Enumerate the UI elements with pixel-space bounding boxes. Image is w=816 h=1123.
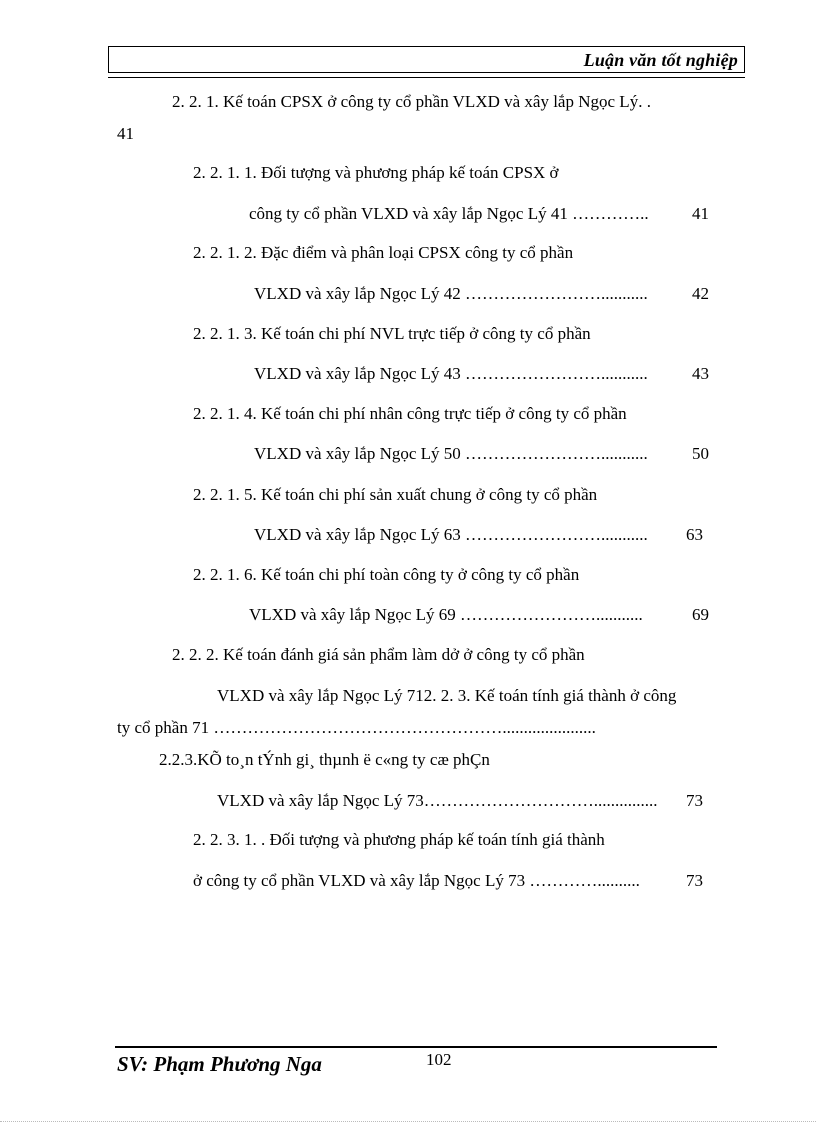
- toc-page-number: 43: [692, 364, 709, 383]
- toc-line: 2. 2. 1. Kế toán CPSX ở công ty cổ phần VLXD và xây lắp Ngọc Lý. .: [172, 92, 651, 111]
- toc-line: ty cổ phần 71 ……………………………………………......................: [117, 718, 596, 737]
- toc-line: 2. 2. 3. 1. . Đối tượng và phương pháp kế toán tính giá thành: [193, 830, 605, 849]
- toc-line: 2. 2. 2. Kế toán đánh giá sản phẩm làm dở ở công ty cổ phần: [172, 645, 585, 664]
- toc-page-number: 42: [692, 284, 709, 303]
- toc-line: công ty cổ phần VLXD và xây lắp Ngọc Lý 41 …………..: [249, 204, 649, 223]
- toc-line: 2. 2. 1. 6. Kế toán chi phí toàn công ty ở công ty cổ phần: [193, 565, 580, 584]
- toc-page-number: 69: [692, 605, 709, 624]
- toc-page-number: 73: [686, 871, 703, 890]
- toc-line: VLXD và xây lắp Ngọc Lý 42 ……………………...........: [254, 284, 648, 303]
- toc-page-number: 41: [692, 204, 709, 223]
- toc-line: 2.2.3.KÕ to¸n tÝnh gi¸ thµnh ë c«ng ty cæ phÇn: [159, 750, 490, 769]
- page-edge: [0, 1121, 816, 1122]
- toc-line: VLXD và xây lắp Ngọc Lý 63 ……………………...........: [254, 525, 648, 544]
- toc-line: 41: [117, 124, 134, 143]
- toc-line: VLXD và xây lắp Ngọc Lý 69 ……………………...........: [249, 605, 643, 624]
- footer-rule: [115, 1046, 717, 1048]
- toc-line: 2. 2. 1. 4. Kế toán chi phí nhân công trực tiếp ở công ty cổ phần: [193, 404, 627, 423]
- toc-line: 2. 2. 1. 2. Đặc điểm và phân loại CPSX công ty cổ phần: [193, 243, 574, 262]
- toc-line: 2. 2. 1. 3. Kế toán chi phí NVL trực tiếp ở công ty cổ phần: [193, 324, 591, 343]
- page-number: 102: [426, 1050, 452, 1069]
- header-title: Luận văn tốt nghiệp: [583, 50, 738, 70]
- toc-page-number: 63: [686, 525, 703, 544]
- toc-line: VLXD và xây lắp Ngọc Lý 50 ……………………...........: [254, 444, 648, 463]
- toc-line: 2. 2. 1. 1. Đối tượng và phương pháp kế toán CPSX ở: [193, 163, 559, 182]
- toc-page-number: 50: [692, 444, 709, 463]
- toc-line: VLXD và xây lắp Ngọc Lý 43 ……………………...........: [254, 364, 648, 383]
- header-rule: [108, 77, 745, 78]
- footer-student-name: SV: Phạm Phương Nga: [117, 1052, 322, 1076]
- toc-line: VLXD và xây lắp Ngọc Lý 73…………………………...............: [217, 791, 658, 810]
- toc-line: VLXD và xây lắp Ngọc Lý 712. 2. 3. Kế toán tính giá thành ở công: [217, 686, 677, 705]
- toc-line: 2. 2. 1. 5. Kế toán chi phí sản xuất chung ở công ty cổ phần: [193, 485, 598, 504]
- toc-page-number: 73: [686, 791, 703, 810]
- header-box: [108, 46, 745, 73]
- toc-line: ở công ty cổ phần VLXD và xây lắp Ngọc Lý 73 …………..........: [193, 871, 640, 890]
